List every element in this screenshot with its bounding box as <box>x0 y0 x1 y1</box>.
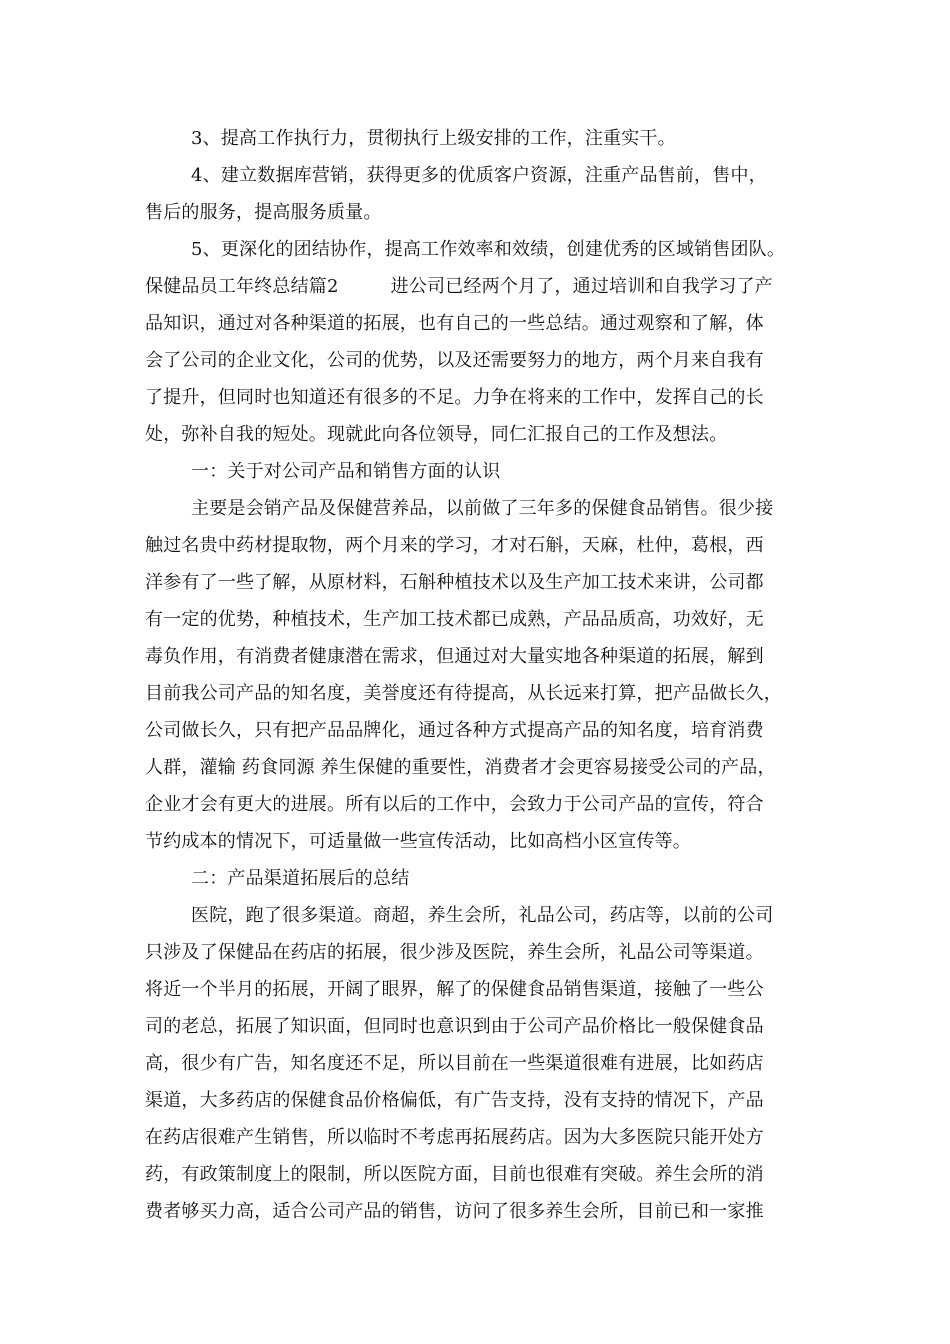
title-and-intro-line <box>145 268 810 305</box>
section-1-line-1: 主要是会销产品及保健营养品，以前做了三年多的保健食品销售。很少接 <box>191 498 774 519</box>
section-2-line-8: 药，有政策制度上的限制，所以医院方面，目前也很难有突破。养生会所的消 <box>145 1164 764 1185</box>
paragraph-item-3: 3、提高工作执行力，贯彻执行上级安排的工作，注重实干。 <box>191 128 676 149</box>
intro-line-1: 进公司已经两个月了，通过培训和自我学习了产 <box>390 276 773 297</box>
section-1-line-5: 毒负作用，有消费者健康潜在需求，但通过对大量实地各种渠道的拓展，解到 <box>145 646 764 667</box>
intro-line-3: 会了公司的企业文化，公司的优势，以及还需要努力的地方，两个月来自我有 <box>145 350 764 371</box>
section-1-line-7: 公司做长久，只有把产品品牌化，通过各种方式提高产品的知名度，培育消费 <box>145 720 764 741</box>
intro-line-2: 品知识，通过对各种渠道的拓展，也有自己的一些总结。通过观察和了解，体 <box>145 313 764 334</box>
intro-line-4: 了提升，但同时也知道还有很多的不足。力争在将来的工作中，发挥自己的长 <box>145 387 764 408</box>
section-title-2: 保健品员工年终总结篇2 <box>145 276 339 297</box>
section-2-line-1: 医院，跑了很多渠道。商超，养生会所，礼品公司，药店等，以前的公司 <box>191 905 774 926</box>
section-2-line-2: 只涉及了保健品在药店的拓展，很少涉及医院，养生会所，礼品公司等渠道。 <box>145 942 764 963</box>
section-1-line-2: 触过名贵中药材提取物，两个月来的学习，才对石斛，天麻，杜仲，葛根，西 <box>145 535 764 556</box>
section-1-line-4: 有一定的优势，种植技术，生产加工技术都已成熟，产品品质高，功效好，无 <box>145 609 764 630</box>
section-1-heading: 一：关于对公司产品和销售方面的认识 <box>191 461 501 482</box>
section-2-line-9: 费者够买力高，适合公司产品的销售，访问了很多养生会所，目前已和一家推 <box>145 1201 764 1222</box>
paragraph-item-4-line-2: 售后的服务，提高服务质量。 <box>145 202 382 223</box>
document-page <box>145 120 810 1230</box>
section-2-heading: 二：产品渠道拓展后的总结 <box>191 868 410 889</box>
section-1-line-6: 目前我公司产品的知名度，美誉度还有待提高，从长远来打算，把产品做长久， <box>145 683 782 704</box>
section-2-line-3: 将近一个半月的拓展，开阔了眼界，解了的保健食品销售渠道，接触了一些公 <box>145 979 764 1000</box>
section-2-line-4: 司的老总，拓展了知识面，但同时也意识到由于公司产品价格比一般保健食品 <box>145 1016 764 1037</box>
paragraph-item-4-line-1: 4、建立数据库营销，获得更多的优质客户资源，注重产品售前，售中， <box>191 165 767 186</box>
section-2-line-7: 在药店很难产生销售，所以临时不考虑再拓展药店。因为大多医院只能开处方 <box>145 1127 764 1148</box>
section-2-line-5: 高，很少有广告，知名度还不足，所以目前在一些渠道很难有进展，比如药店 <box>145 1053 764 1074</box>
section-1-line-3: 洋参有了一些了解，从原材料，石斛种植技术以及生产加工技术来讲，公司都 <box>145 572 764 593</box>
section-2-line-6: 渠道，大多药店的保健食品价格偏低，有广告支持，没有支持的情况下，产品 <box>145 1090 764 1111</box>
section-1-line-10: 节约成本的情况下，可适量做一些宣传活动，比如高档小区宣传等。 <box>145 831 691 852</box>
intro-line-5: 处，弥补自我的短处。现就此向各位领导，同仁汇报自己的工作及想法。 <box>145 424 728 445</box>
section-1-line-9: 企业才会有更大的进展。所有以后的工作中，会致力于公司产品的宣传，符合 <box>145 794 764 815</box>
paragraph-item-5: 5、更深化的团结协作，提高工作效率和效绩，创建优秀的区域销售团队。 <box>191 239 786 260</box>
section-1-line-8: 人群，灌输 药食同源 养生保健的重要性，消费者才会更容易接受公司的产品， <box>145 757 776 778</box>
